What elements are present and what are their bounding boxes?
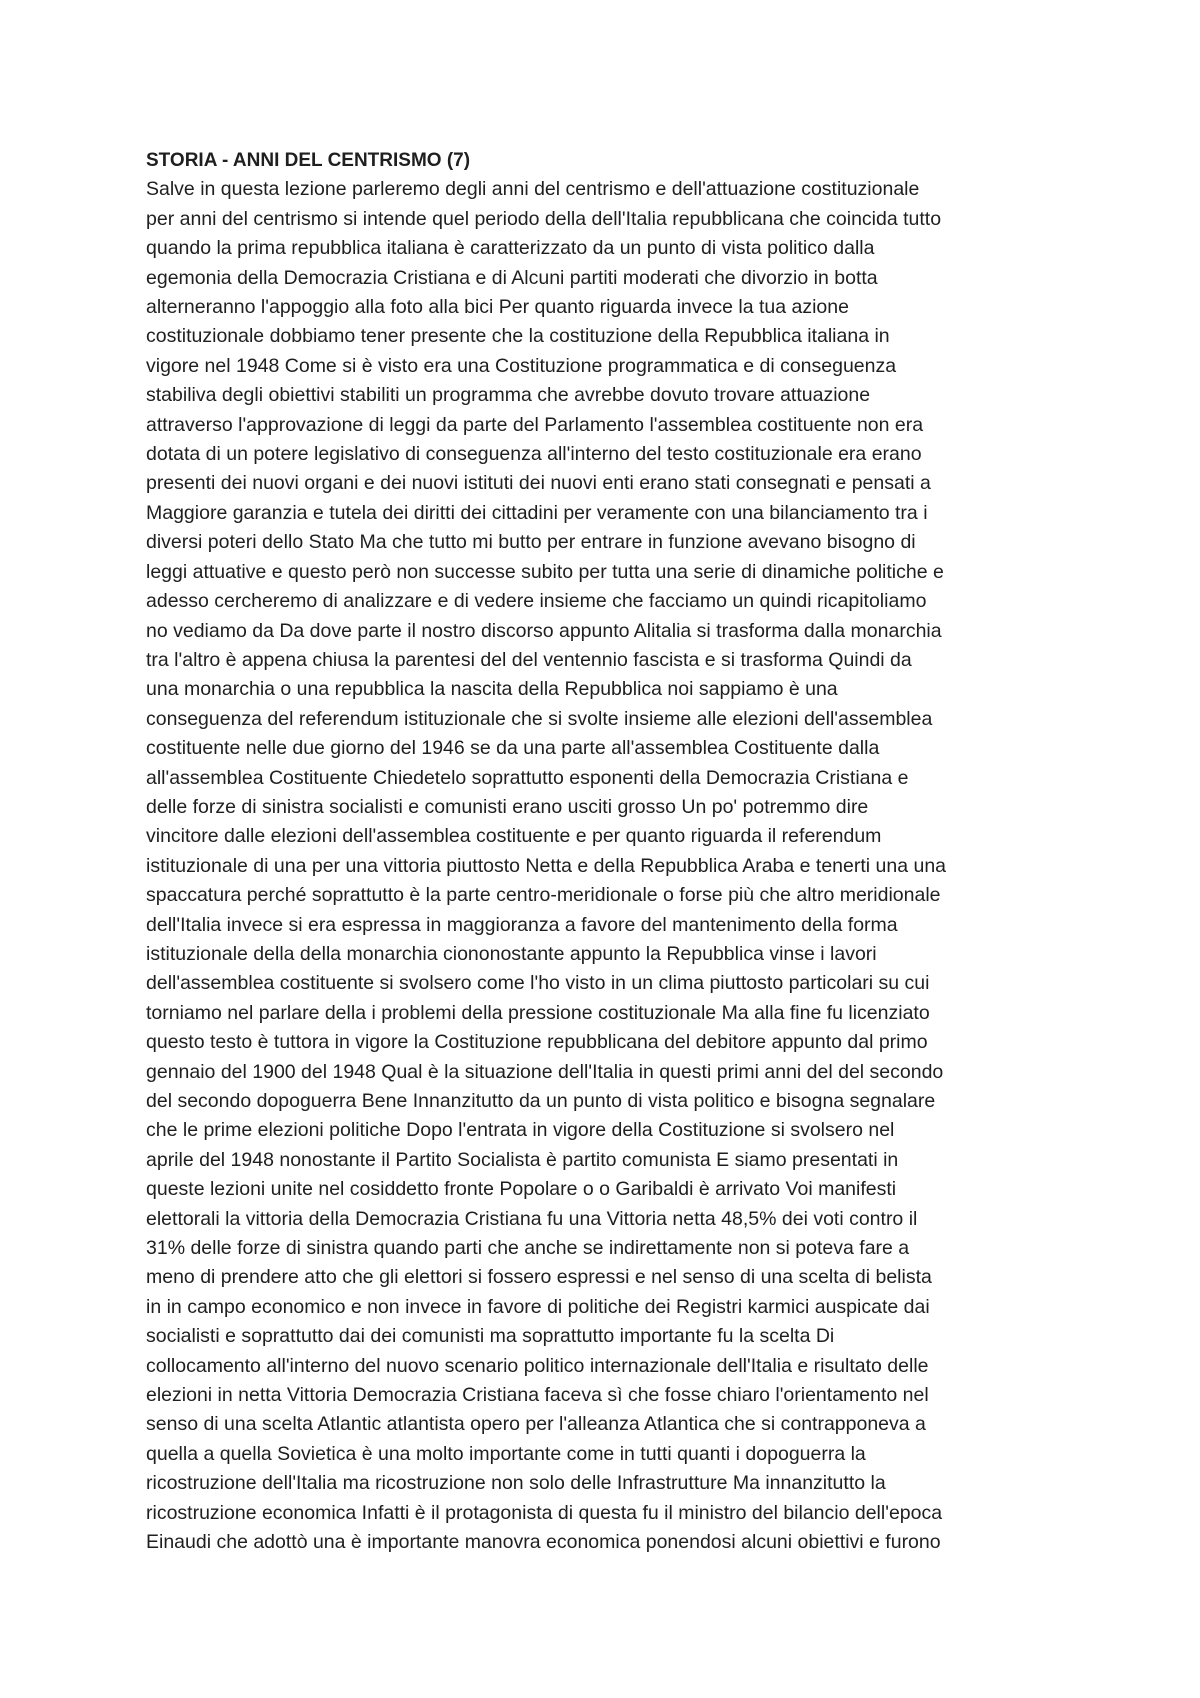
text-line: vincitore dalle elezioni dell'assemblea costituente e per quanto riguarda il referendum — [146, 825, 882, 848]
text-line: senso di una scelta Atlantic atlantista opero per l'alleanza Atlantica che si contrapponeva a — [146, 1413, 926, 1436]
text-line: per anni del centrismo si intende quel periodo della dell'Italia repubblicana che coincida tutto — [146, 207, 942, 230]
text-line: una monarchia o una repubblica la nascita della Repubblica noi sappiamo è una — [146, 678, 838, 701]
text-line: ricostruzione dell'Italia ma ricostruzione non solo delle Infrastrutture Ma innanzitutto la — [146, 1472, 886, 1495]
text-line: stabiliva degli obiettivi stabiliti un programma che avrebbe dovuto trovare attuazione — [146, 384, 871, 407]
text-line: torniamo nel parlare della i problemi della pressione costituzionale Ma alla fine fu licenziato — [146, 1001, 930, 1024]
text-line: Einaudi che adottò una è importante manovra economica ponendosi alcuni obiettivi e furono — [146, 1531, 941, 1554]
text-line: dell'assemblea costituente si svolsero come l'ho visto in un clima piuttosto particolari su cui — [146, 972, 930, 995]
text-line: leggi attuative e questo però non successe subito per tutta una serie di dinamiche politiche e — [146, 560, 944, 583]
text-line: dell'Italia invece si era espressa in maggioranza a favore del mantenimento della forma — [146, 913, 898, 936]
text-line: elezioni in netta Vittoria Democrazia Cristiana faceva sì che fosse chiaro l'orientamento nel — [146, 1384, 929, 1407]
text-line: aprile del 1948 nonostante il Partito Socialista è partito comunista E siamo presentati in — [146, 1148, 899, 1171]
text-line: questo testo è tuttora in vigore la Costituzione repubblicana del debitore appunto dal primo — [146, 1031, 928, 1054]
text-line: meno di prendere atto che gli elettori si fossero espressi e nel senso di una scelta di belista — [146, 1266, 932, 1289]
text-line: gennaio del 1900 del 1948 Qual è la situazione dell'Italia in questi primi anni del del secondo — [146, 1060, 944, 1083]
text-line: collocamento all'interno del nuovo scenario politico internazionale dell'Italia e risultato delle — [146, 1354, 929, 1377]
text-line: all'assemblea Costituente Chiedetelo soprattutto esponenti della Democrazia Cristiana e — [146, 766, 909, 789]
document-body — [146, 146, 1086, 1558]
text-line: quando la prima repubblica italiana è caratterizzato da un punto di vista politico dalla — [146, 237, 875, 260]
document-title: STORIA - ANNI DEL CENTRISMO (7) — [146, 150, 471, 171]
text-line: istituzionale della della monarchia ciononostante appunto la Repubblica vinse i lavori — [146, 942, 877, 965]
text-line: spaccatura perché soprattutto è la parte centro-meridionale o forse più che altro meridionale — [146, 884, 941, 907]
text-line: queste lezioni unite nel cosiddetto fronte Popolare o o Garibaldi è arrivato Voi manifesti — [146, 1178, 897, 1201]
text-line: Maggiore garanzia e tutela dei diritti dei cittadini per veramente con una bilanciamento tra i — [146, 501, 928, 524]
text-line: costituzionale dobbiamo tener presente che la costituzione della Repubblica italiana in — [146, 325, 890, 348]
text-line: in in campo economico e non invece in favore di politiche dei Registri karmici auspicate dai — [146, 1295, 930, 1318]
text-line: del secondo dopoguerra Bene Innanzitutto da un punto di vista politico e bisogna segnalare — [146, 1090, 936, 1112]
text-line: diversi poteri dello Stato Ma che tutto mi butto per entrare in funzione avevano bisogno di — [146, 531, 916, 554]
text-line: 31% delle forze di sinistra quando parti che anche se indirettamente non si poteva fare a — [146, 1237, 910, 1260]
text-line: adesso cercheremo di analizzare e di vedere insieme che facciamo un quindi ricapitoliamo — [146, 590, 927, 613]
text-line: no vediamo da Da dove parte il nostro discorso appunto Alitalia si trasforma dalla monarchia — [146, 619, 942, 642]
text-line: tra l'altro è appena chiusa la parentesi del del ventennio fascista e si trasforma Quindi da — [146, 648, 912, 671]
text-line: costituente nelle due giorno del 1946 se da una parte all'assemblea Costituente dalla — [146, 737, 880, 760]
text-line: vigore nel 1948 Come si è visto era una Costituzione programmatica e di conseguenza — [146, 354, 897, 377]
text-line: istituzionale di una per una vittoria piuttosto Netta e della Repubblica Araba e tenerti una una — [146, 854, 947, 877]
text-line: alterneranno l'appoggio alla foto alla bici Per quanto riguarda invece la tua azione — [146, 296, 849, 319]
text-line: Salve in questa lezione parleremo degli anni del centrismo e dell'attuazione costituzionale — [146, 178, 920, 201]
text-line: che le prime elezioni politiche Dopo l'entrata in vigore della Costituzione si svolsero nel — [146, 1119, 895, 1142]
text-line: egemonia della Democrazia Cristiana e di Alcuni partiti moderati che divorzio in botta — [146, 266, 878, 289]
text-line: attraverso l'approvazione di leggi da parte del Parlamento l'assemblea costituente non era — [146, 413, 924, 436]
text-line: elettorali la vittoria della Democrazia Cristiana fu una Vittoria netta 48,5% dei voti contro il — [146, 1207, 918, 1230]
text-line: presenti dei nuovi organi e dei nuovi istituti dei nuovi enti erano stati consegnati e pensati a — [146, 472, 931, 495]
text-line: quella a quella Sovietica è una molto importante come in tutti quanti i dopoguerra la — [146, 1442, 866, 1465]
document-text — [146, 175, 1086, 1557]
text-line: delle forze di sinistra socialisti e comunisti erano usciti grosso Un po' potremmo dire — [146, 795, 869, 818]
text-line: ricostruzione economica Infatti è il protagonista di questa fu il ministro del bilancio dell'epoca — [146, 1501, 943, 1524]
text-line: dotata di un potere legislativo di conseguenza all'interno del testo costituzionale era erano — [146, 443, 922, 466]
text-line: socialisti e soprattutto dai dei comunisti ma soprattutto importante fu la scelta Di — [146, 1325, 835, 1348]
text-line: conseguenza del referendum istituzionale che si svolte insieme alle elezioni dell'assemblea — [146, 707, 933, 730]
